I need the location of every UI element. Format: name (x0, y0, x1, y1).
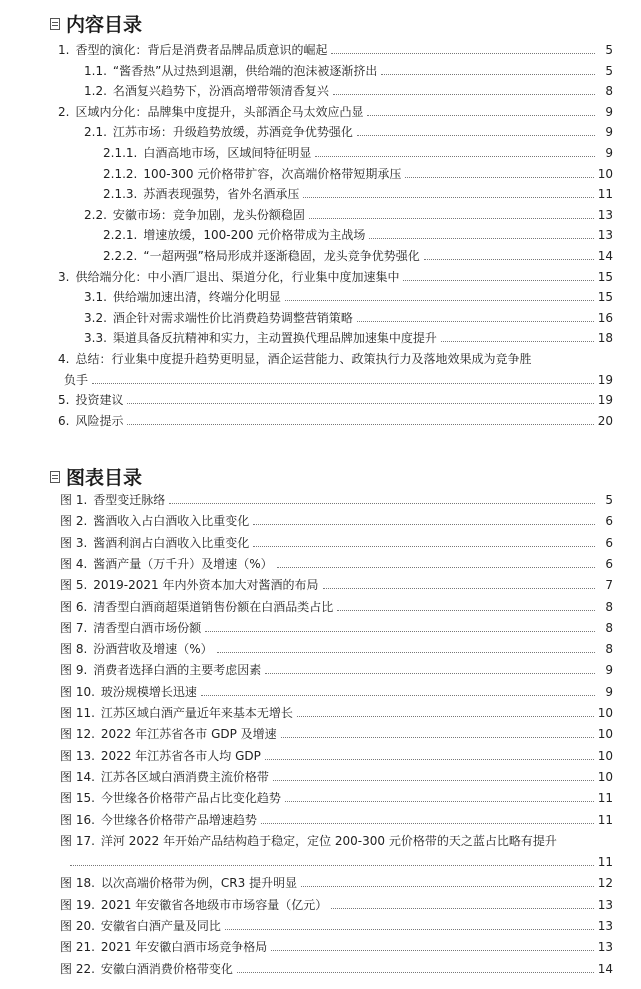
entry-label: 洋河 2022 年开始产品结构趋于稳定，定位 200-300 元价格带的天之蓝占比略有提升 (100, 833, 557, 848)
toc-entry[interactable] (0, 660, 641, 680)
toc-entry[interactable] (0, 184, 641, 204)
toc-entry[interactable] (0, 810, 641, 830)
page-number: 11 (597, 812, 613, 827)
entry-label: 2022 年江苏省各市 GDP 及增速 (100, 727, 277, 742)
toc-entry[interactable] (0, 597, 641, 617)
toc-entry[interactable] (0, 767, 641, 787)
dot-leader (441, 330, 594, 342)
entry-label: 以次高端价格带为例，CR3 提升明显 (100, 876, 298, 891)
entry-label: 风险提示 (75, 413, 124, 428)
entry-number: 图 15. (60, 791, 95, 806)
toc-entry[interactable] (0, 511, 641, 531)
entry-label: 江苏区域白酒产量近年来基本无增长 (100, 706, 293, 720)
toc-entry[interactable] (0, 205, 641, 225)
toc-entry[interactable] (0, 682, 641, 702)
toc-entry[interactable] (0, 937, 641, 957)
page-number: 13 (597, 940, 613, 955)
toc-entry[interactable] (0, 390, 641, 410)
dot-leader (127, 413, 593, 425)
toc-entry[interactable] (0, 852, 641, 872)
entry-label: 安徽省白酒产量及同比 (100, 919, 221, 933)
entry-number: 图 13. (60, 748, 95, 763)
dot-leader (303, 186, 593, 198)
toc-entry[interactable] (0, 40, 641, 60)
page-number: 5 (605, 493, 613, 507)
toc-entry[interactable] (0, 959, 641, 979)
entry-number: 图 16. (60, 812, 95, 827)
entry-number: 2.1. (84, 125, 107, 140)
dot-leader (369, 227, 593, 239)
page-number: 11 (597, 187, 613, 202)
document-icon (50, 471, 60, 483)
entry-label: 消费者选择白酒的主要考虑因素 (93, 663, 262, 678)
entry-number: 2.1.3. (103, 187, 138, 202)
page-number: 9 (605, 663, 613, 678)
toc-entry[interactable] (0, 411, 641, 431)
dot-leader (285, 289, 594, 301)
toc-entry[interactable] (0, 143, 641, 163)
entry-number: 图 10. (60, 684, 95, 699)
toc-entry[interactable] (0, 916, 641, 936)
entry-label: 白酒高地市场，区域间特征明显 (143, 146, 312, 160)
entry-label: 区域内分化：品牌集中度提升，头部酒企马太效应凸显 (75, 104, 364, 119)
toc-entry[interactable] (0, 639, 641, 659)
entry-label: 2021 年安徽省各地级市市场容量（亿元） (100, 897, 328, 912)
entry-number: 3.3. (84, 331, 107, 346)
dot-leader (297, 705, 594, 717)
toc-entry[interactable] (0, 308, 641, 328)
page-number: 6 (605, 535, 613, 550)
toc-entry[interactable] (0, 370, 641, 390)
toc-entry[interactable] (0, 267, 641, 287)
dot-leader (331, 897, 593, 909)
entry-label: 增速放缓，100-200 元价格带成为主战场 (143, 228, 366, 243)
dot-leader (201, 684, 595, 696)
dot-leader (225, 918, 594, 930)
entry-label: 玻汾规模增长迅速 (100, 684, 197, 699)
page-number: 11 (597, 791, 613, 806)
page-number: 12 (597, 876, 613, 891)
page-number: 6 (605, 514, 613, 529)
dot-leader (70, 854, 594, 866)
page-number: 9 (605, 104, 613, 119)
dot-leader (381, 63, 595, 75)
entry-label: 汾酒营收及增速（%） (93, 642, 213, 657)
dot-leader (357, 124, 595, 136)
dot-leader (367, 104, 595, 116)
entry-label: “一超两强”格局形成并逐渐稳固，龙头竞争优势强化 (143, 249, 420, 263)
entry-label: 渠道具备反抗精神和实力，主动置换代理品牌加速集中度提升 (112, 331, 437, 346)
entry-number: 4. (58, 352, 70, 366)
entry-number: 图 12. (60, 727, 95, 742)
page-number: 19 (597, 393, 613, 408)
page-number: 15 (597, 269, 613, 284)
page-number: 9 (605, 684, 613, 699)
page-number: 7 (605, 578, 613, 593)
page-number: 5 (605, 63, 613, 78)
entry-number: 1.2. (84, 84, 107, 99)
dot-leader (265, 662, 595, 674)
toc-entry[interactable] (0, 490, 641, 510)
entry-number: 图 4. (60, 556, 88, 571)
entry-label: 香型的演化：背后是消费者品牌品质意识的崛起 (75, 43, 328, 57)
toc-entry[interactable] (0, 575, 641, 595)
entry-number: 1. (58, 43, 70, 57)
page-number: 9 (605, 125, 613, 140)
entry-number: 图 14. (60, 769, 95, 784)
page-number: 10 (597, 706, 613, 720)
entry-label: 2021 年安徽白酒市场竞争格局 (100, 940, 268, 955)
page-number: 15 (597, 290, 613, 305)
entry-label: 今世缘各价格带产品增速趋势 (100, 812, 257, 827)
page-number: 11 (597, 855, 613, 870)
dot-leader (331, 42, 595, 54)
page-number: 10 (597, 769, 613, 784)
dot-leader (281, 726, 594, 738)
page-number: 18 (597, 331, 613, 346)
page-number: 10 (597, 727, 613, 742)
entry-number: 2.2.2. (103, 249, 138, 263)
page-number: 13 (597, 897, 613, 912)
entry-label: 苏酒表现强势，省外名酒承压 (143, 187, 300, 202)
entry-label: 100-300 元价格带扩容，次高端价格带短期承压 (143, 166, 402, 181)
dot-leader (217, 641, 595, 653)
entry-label: 清香型白酒市场份额 (93, 620, 202, 635)
entry-label: 名酒复兴趋势下，汾酒高增带领清香复兴 (112, 84, 329, 99)
entry-number: 2.1.1. (103, 146, 138, 160)
dot-leader (205, 620, 595, 632)
toc-entry[interactable] (0, 225, 641, 245)
entry-number: 图 7. (60, 620, 88, 635)
toc-entry[interactable] (0, 164, 641, 184)
page-number: 9 (605, 146, 613, 160)
entry-number: 图 22. (60, 961, 95, 976)
entry-number: 2. (58, 104, 70, 119)
dot-leader (253, 535, 595, 547)
toc-title-text: 内容目录 (66, 14, 143, 36)
entry-label: 酱酒收入占白酒收入比重变化 (93, 514, 250, 529)
page-number: 14 (597, 249, 613, 263)
entry-number: 3.2. (84, 310, 107, 325)
toc-entry[interactable] (0, 246, 641, 266)
dot-leader (261, 812, 594, 824)
dot-leader (301, 875, 594, 887)
entry-label: 酱酒利润占白酒收入比重变化 (93, 535, 250, 550)
entry-label: 酱酒产量（万千升）及增速（%） (93, 556, 273, 571)
dot-leader (403, 269, 593, 281)
page-number: 10 (597, 166, 613, 181)
dot-leader (285, 790, 594, 802)
entry-number: 图 18. (60, 876, 95, 891)
toc-entry[interactable] (0, 287, 641, 307)
entry-label: 安徽市场：竞争加剧，龙头份额稳固 (112, 207, 305, 222)
toc-entry[interactable] (0, 328, 641, 348)
entry-label: “酱香热”从过热到退潮，供给端的泡沫被逐渐挤出 (112, 63, 378, 78)
dot-leader (271, 939, 593, 951)
entry-label: 2022 年江苏省各市人均 GDP (100, 748, 261, 763)
entry-label: 供给端加速出清，终端分化明显 (112, 290, 281, 305)
dot-leader (309, 207, 594, 219)
toc-entry[interactable] (0, 831, 641, 851)
entry-label: 供给端分化：中小酒厂退出、渠道分化，行业集中度加速集中 (75, 269, 400, 284)
toc-entry[interactable] (0, 873, 641, 893)
page-number: 8 (605, 84, 613, 99)
dot-leader (265, 748, 594, 760)
entry-label: 清香型白酒商超渠道销售份额在白酒品类占比 (93, 599, 334, 614)
dot-leader (169, 492, 595, 504)
toc-entry[interactable] (0, 61, 641, 81)
entry-number: 图 20. (60, 919, 95, 933)
entry-number: 图 21. (60, 940, 95, 955)
toc-entry[interactable] (0, 895, 641, 915)
entry-number: 5. (58, 393, 70, 408)
dot-leader (273, 769, 594, 781)
entry-number: 图 3. (60, 535, 88, 550)
entry-number: 2.1.2. (103, 166, 138, 181)
page-number: 8 (605, 599, 613, 614)
dot-leader (315, 145, 595, 157)
dot-leader (127, 392, 593, 404)
dot-leader (337, 599, 595, 611)
toc-entry[interactable] (0, 746, 641, 766)
page-number: 13 (597, 207, 613, 222)
page-number: 8 (605, 642, 613, 657)
toc-entry[interactable] (0, 533, 641, 553)
entry-label: 酒企针对需求端性价比消费趋势调整营销策略 (112, 310, 353, 325)
toc-title (50, 10, 142, 37)
figures-title (50, 463, 142, 490)
page-number: 8 (605, 620, 613, 635)
entry-number: 图 6. (60, 599, 88, 614)
toc-entry[interactable] (0, 349, 641, 369)
page-number: 13 (597, 919, 613, 933)
toc-entry[interactable] (0, 788, 641, 808)
entry-number: 图 11. (60, 706, 95, 720)
entry-number: 图 5. (60, 578, 88, 593)
toc-entry[interactable] (0, 122, 641, 142)
entry-number: 2.2.1. (103, 228, 138, 243)
dot-leader (277, 556, 595, 568)
page-number: 10 (597, 748, 613, 763)
entry-number: 图 1. (60, 493, 88, 507)
page-number: 14 (597, 961, 613, 976)
entry-number: 图 9. (60, 663, 88, 678)
entry-number: 图 17. (60, 833, 95, 848)
dot-leader (424, 248, 594, 260)
entry-number: 2.2. (84, 207, 107, 222)
dot-leader (237, 961, 594, 973)
page-number: 13 (597, 228, 613, 243)
entry-label: 2019-2021 年内外资本加大对酱酒的布局 (93, 578, 319, 593)
toc-entry[interactable] (0, 724, 641, 744)
toc-entry[interactable] (0, 102, 641, 122)
entry-number: 图 2. (60, 514, 88, 529)
dot-leader (92, 372, 594, 384)
entry-number: 6. (58, 413, 70, 428)
toc-entry[interactable] (0, 554, 641, 574)
entry-label: 总结：行业集中度提升趋势更明显，酒企运营能力、政策执行力及落地效果成为竞争胜 (75, 352, 532, 366)
dot-leader (333, 83, 595, 95)
entry-number: 1.1. (84, 63, 107, 78)
document-icon (50, 18, 60, 30)
dot-leader (357, 310, 594, 322)
page-number: 6 (605, 556, 613, 571)
figures-title-text: 图表目录 (66, 467, 143, 489)
entry-label: 今世缘各价格带产品占比变化趋势 (100, 791, 281, 806)
entry-number: 图 19. (60, 897, 95, 912)
page-number: 19 (597, 372, 613, 387)
page-number: 20 (597, 413, 613, 428)
entry-label: 江苏各区域白酒消费主流价格带 (100, 769, 269, 784)
page-number: 16 (597, 310, 613, 325)
entry-label: 香型变迁脉络 (93, 493, 166, 507)
entry-number: 图 8. (60, 642, 88, 657)
entry-label: 负手 (64, 372, 89, 387)
page-number: 5 (605, 43, 613, 57)
dot-leader (323, 577, 596, 589)
entry-number: 3. (58, 269, 70, 284)
toc-entry[interactable] (0, 618, 641, 638)
toc-entry[interactable] (0, 703, 641, 723)
dot-leader (253, 513, 595, 525)
entry-label: 投资建议 (75, 393, 124, 408)
entry-label: 江苏市场：升级趋势放缓，苏酒竞争优势强化 (112, 125, 353, 140)
dot-leader (405, 166, 593, 178)
toc-entry[interactable] (0, 81, 641, 101)
entry-label: 安徽白酒消费价格带变化 (100, 961, 233, 976)
entry-number: 3.1. (84, 290, 107, 305)
